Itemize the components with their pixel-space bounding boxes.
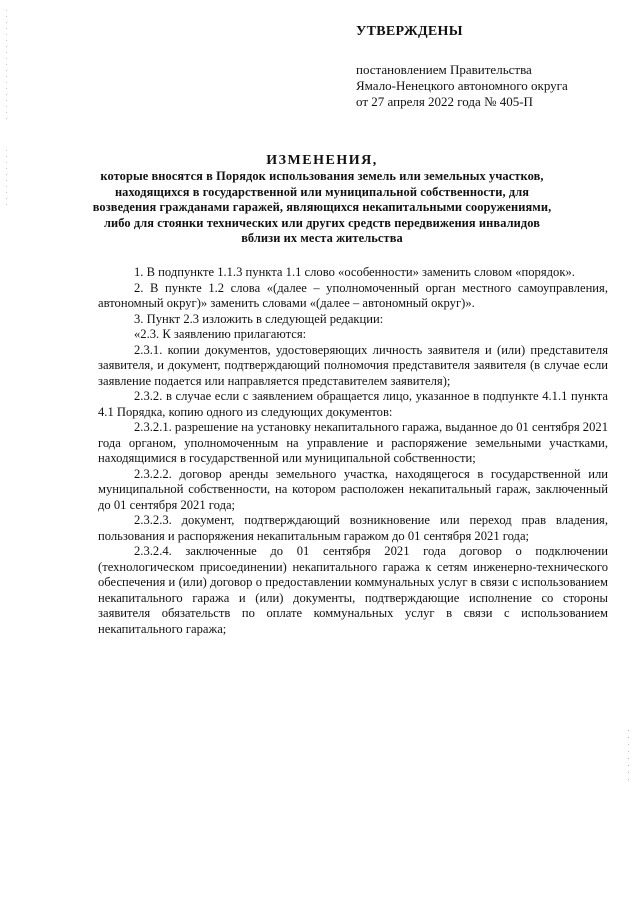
scan-artifact [6, 10, 7, 120]
paragraph-1: 1. В подпункте 1.1.3 пункта 1.1 слово «особенности» заменить словом «порядок». [134, 265, 575, 279]
paragraph-2-3: «2.3. К заявлению прилагаются: [134, 327, 307, 341]
paragraph-2-3-2-2: 2.3.2.2. договор аренды земельного участка, находящегося в государственной или муниципальной собственности, на котором расположен некапитальный гараж, заключенный до 01 сентября 2021 года; [98, 466, 608, 512]
paragraph-2-3-2-3: 2.3.2.3. документ, подтверждающий возникновение или переход прав владения, пользования и распоряжения некапитальным гаражом до 01 сентября 2021 года; [98, 513, 608, 543]
document-heading [90, 152, 554, 247]
approval-line: постановлением Правительства [356, 62, 532, 77]
approval-line: Ямало-Ненецкого автономного округа [356, 78, 568, 93]
subtitle-line: которые вносятся в Порядок использования земель или земельных участков, [100, 169, 544, 183]
approval-stamp: УТВЕРЖДЕНЫ [356, 24, 463, 39]
paragraph-2: 2. В пункте 1.2 слова «(далее – уполномоченный орган местного самоуправления, автономный округ)» заменить словами «(далее – автономный округ)». [98, 280, 608, 310]
paragraph-2-3-2-4: 2.3.2.4. заключенные до 01 сентября 2021 года договор о подключении (технологическом присоединении) некапитального гаража к сетям инженерно-технического обеспечения и (или) договор о предоставлении коммунальных услуг в связи с использованием некапитального гаража и (или) документы, подтверждающие исполнение со стороны заявителя обязательств по оплате коммунальных услуг в связи с использованием некапитального гаража; [98, 544, 608, 636]
approval-block [356, 24, 626, 110]
paragraph-2-3-2-1: 2.3.2.1. разрешение на установку некапитального гаража, выданное до 01 сентября 2021 года органом, уполномоченным на управление и распоряжение земельными участками, находящимися в государственной или муниципальной собственности; [98, 420, 608, 465]
scan-artifact [628, 730, 629, 780]
scan-artifact [6, 150, 7, 210]
paragraph-3: 3. Пункт 2.3 изложить в следующей редакции: [134, 311, 384, 326]
document-title: ИЗМЕНЕНИЯ, [266, 153, 378, 168]
subtitle-line: возведения гражданами гаражей, являющихся некапитальными сооружениями, [92, 200, 552, 214]
approval-line: от 27 апреля 2022 года № 405-П [356, 94, 533, 109]
paragraph-2-3-2: 2.3.2. в случае если с заявлением обращается лицо, указанное в подпункте 4.1.1 пункта 4.1 Порядка, копию одного из следующих документов: [98, 389, 608, 419]
document-body [98, 265, 608, 637]
subtitle-line: находящихся в государственной или муниципальной собственности, для [114, 184, 530, 199]
subtitle-line: либо для стоянки технических или других средств передвижения инвалидов [103, 215, 541, 230]
paragraph-2-3-1: 2.3.1. копии документов, удостоверяющих личность заявителя и (или) представителя заявителя, и документ, подтверждающий полномочия представителя заявителя (в случае если заявление подается или направляется представителем заявителя); [98, 342, 608, 388]
subtitle-line: вблизи их места жительства [241, 231, 403, 245]
